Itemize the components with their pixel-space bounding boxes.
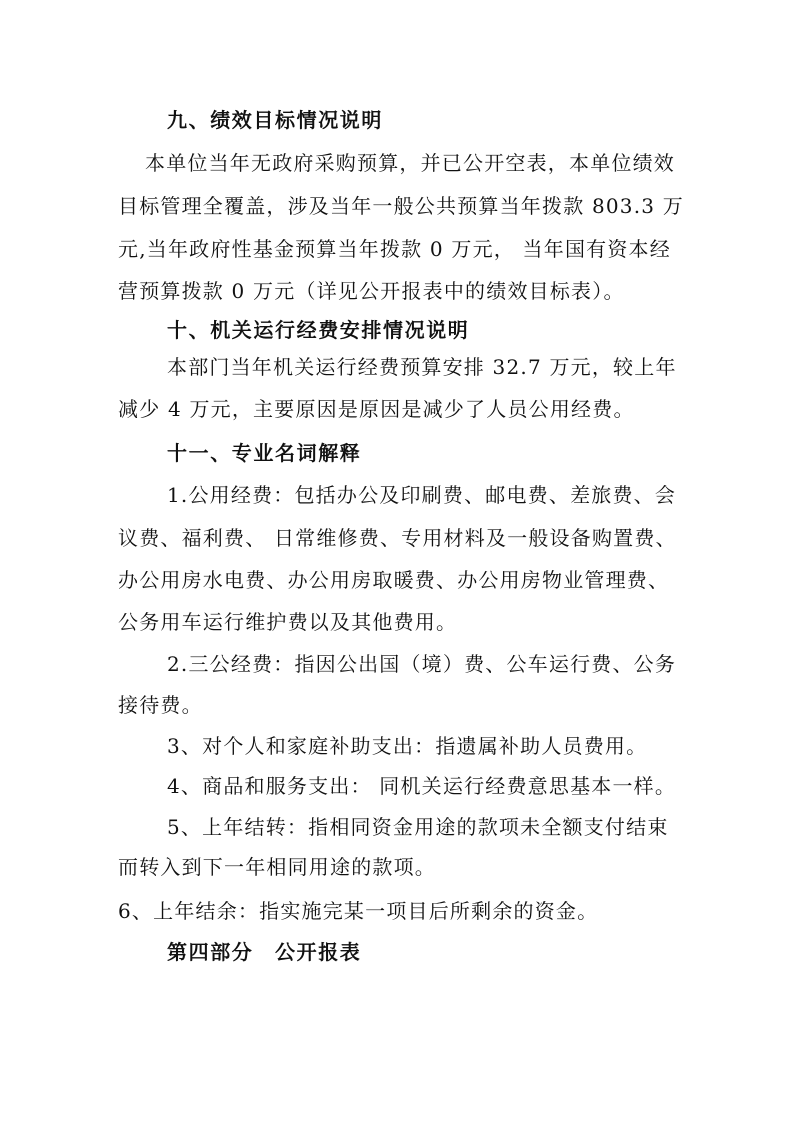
paragraph-line: 减少 4 万元，主要原因是原因是减少了人员公用经费。 xyxy=(118,397,635,421)
part-heading-public-reports: 第四部分 公开报表 xyxy=(167,940,362,964)
paragraph-line: 营预算拨款 0 万元（详见公开报表中的绩效目标表）。 xyxy=(118,279,625,303)
paragraph-line: 公务用车运行维护费以及其他费用。 xyxy=(118,610,458,634)
paragraph-line: 本单位当年无政府采购预算，并已公开空表，本单位绩效 xyxy=(145,151,675,175)
paragraph-line: 本部门当年机关运行经费预算安排 32.7 万元，较上年 xyxy=(167,355,677,379)
section-heading-performance-goals: 九、绩效目标情况说明 xyxy=(167,108,383,132)
paragraph-line: 议费、福利费、 日常维修费、专用材料及一般设备购置费、 xyxy=(118,526,677,550)
paragraph-line: 5、上年结转：指相同资金用途的款项未全额支付结束 xyxy=(167,815,669,839)
section-heading-operating-expenses: 十、机关运行经费安排情况说明 xyxy=(167,318,470,342)
paragraph-line: 而转入到下一年相同用途的款项。 xyxy=(118,855,436,879)
paragraph-line: 接待费。 xyxy=(118,693,203,717)
paragraph-line: 目标管理全覆盖，涉及当年一般公共预算当年拨款 803.3 万 xyxy=(118,194,684,218)
paragraph-line: 3、对个人和家庭补助支出：指遗属补助人员费用。 xyxy=(167,734,648,758)
section-heading-glossary: 十一、专业名词解释 xyxy=(167,441,362,465)
paragraph-line: 1.公用经费：包括办公及印刷费、邮电费、差旅费、会 xyxy=(167,483,677,507)
paragraph-line: 6、上年结余：指实施完某一项目后所剩余的资金。 xyxy=(118,899,599,923)
paragraph-line: 元,当年政府性基金预算当年拨款 0 万元， 当年国有资本经 xyxy=(118,237,671,261)
paragraph-line: 2.三公经费：指因公出国（境）费、公车运行费、公务 xyxy=(167,652,677,676)
paragraph-line: 4、商品和服务支出： 同机关运行经费意思基本一样。 xyxy=(167,774,677,798)
paragraph-line: 办公用房水电费、办公用房取暖费、办公用房物业管理费、 xyxy=(118,568,670,592)
